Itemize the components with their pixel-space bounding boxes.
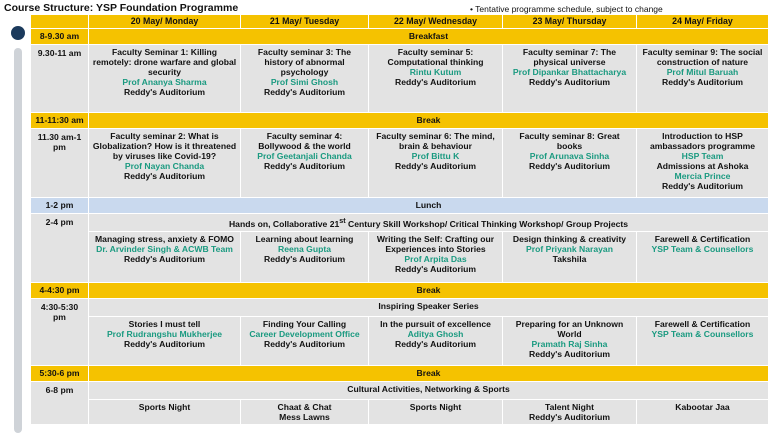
- session-venue: Reddy's Auditorium: [529, 77, 610, 87]
- session-venue: Reddy's Auditorium: [395, 264, 476, 274]
- session-title: Sports Night: [409, 402, 462, 412]
- session-extra: Admissions at Ashoka: [656, 161, 749, 171]
- session-title: Talent Night: [544, 402, 594, 412]
- lunch-label: Lunch: [89, 198, 768, 214]
- session-venue: Reddy's Auditorium: [662, 77, 743, 87]
- session-venue: Takshila: [552, 254, 587, 264]
- session-cell: [89, 129, 241, 198]
- session-venue: Reddy's Auditorium: [264, 339, 345, 349]
- schedule-note: • Tentative programme schedule, subject to change: [470, 4, 663, 14]
- session-title: Managing stress, anxiety & FOMO: [95, 234, 234, 244]
- session-title: Faculty seminar 8: Great books: [519, 131, 620, 151]
- session-venue: Reddy's Auditorium: [529, 161, 610, 171]
- time-cell: 4:30-5:30 pm: [31, 299, 89, 366]
- slot-banner-row: [31, 299, 768, 317]
- slot-banner: Cultural Activities, Networking & Sports: [89, 382, 768, 400]
- session-cell: [503, 232, 637, 283]
- session-cell: [637, 317, 768, 366]
- session-cell: [503, 45, 637, 113]
- banner-text: Century Skill Workshop/ Critical Thinking Workshop/ Group Projects: [345, 218, 629, 229]
- session-title: Learning about learning: [255, 234, 354, 244]
- session-cell: [503, 317, 637, 366]
- session-venue: Reddy's Auditorium: [662, 181, 743, 191]
- slot-row: [31, 317, 768, 366]
- session-title: Preparing for an Unknown World: [515, 319, 624, 339]
- session-person: Career Development Office: [249, 329, 360, 339]
- session-title: Farewell & Certification: [654, 234, 751, 244]
- session-person: Prof Priyank Narayan: [526, 244, 613, 254]
- time-cell: 8-9.30 am: [31, 29, 89, 45]
- session-person: YSP Team & Counsellors: [651, 329, 754, 339]
- session-title: Writing the Self: Crafting our Experiences into Stories: [376, 234, 495, 254]
- slot-row: [31, 45, 768, 113]
- session-cell: [369, 400, 503, 425]
- day-header: 24 May/ Friday: [637, 15, 768, 29]
- session-title: Kabootar Jaa: [675, 402, 730, 412]
- session-person: Dr. Arvinder Singh & ACWB Team: [96, 244, 233, 254]
- schedule-table: [30, 14, 768, 425]
- timeline-rail: [14, 48, 22, 433]
- break-row: [31, 283, 768, 299]
- slot-row: [31, 129, 768, 198]
- session-cell: [637, 45, 768, 113]
- time-cell: 9.30-11 am: [31, 45, 89, 113]
- session-title: Introduction to HSP ambassadors programme: [649, 131, 756, 151]
- slot-banner-row: [31, 214, 768, 232]
- day-header: 20 May/ Monday: [89, 15, 241, 29]
- session-venue: Reddy's Auditorium: [264, 161, 345, 171]
- session-title: Faculty seminar 3: The history of abnormal psychology: [257, 47, 352, 77]
- session-cell: [637, 129, 768, 198]
- time-cell: 11-11:30 am: [31, 113, 89, 129]
- page-title: Course Structure: YSP Foundation Programme: [4, 2, 239, 14]
- session-venue: Reddy's Auditorium: [124, 171, 205, 181]
- session-person: Rintu Kutum: [409, 67, 462, 77]
- session-cell: [89, 45, 241, 113]
- session-person: Prof Mitul Baruah: [666, 67, 739, 77]
- time-cell: 6-8 pm: [31, 382, 89, 425]
- session-person: YSP Team & Counsellors: [651, 244, 754, 254]
- session-cell: [369, 45, 503, 113]
- break-label: Break: [89, 366, 768, 382]
- session-venue: Reddy's Auditorium: [264, 254, 345, 264]
- break-row: [31, 113, 768, 129]
- session-cell: [369, 317, 503, 366]
- session-venue: Reddy's Auditorium: [395, 77, 476, 87]
- session-venue: Mess Lawns: [279, 412, 330, 422]
- session-title: Faculty seminar 6: The mind, brain & behaviour: [376, 131, 495, 151]
- session-cell: [369, 129, 503, 198]
- session-cell: [241, 45, 369, 113]
- slot-banner-row: [31, 382, 768, 400]
- session-title: Sports Night: [138, 402, 191, 412]
- session-person: Aditya Ghosh: [407, 329, 464, 339]
- session-person: Prof Bittu K: [411, 151, 460, 161]
- session-person: Reena Gupta: [277, 244, 331, 254]
- slot-row: [31, 400, 768, 425]
- breakfast-row: [31, 29, 768, 45]
- header-corner: [31, 15, 89, 29]
- session-title: Faculty seminar 7: The physical universe: [522, 47, 617, 67]
- time-cell: 2-4 pm: [31, 214, 89, 283]
- break-row: [31, 366, 768, 382]
- session-venue: Reddy's Auditorium: [264, 87, 345, 97]
- breakfast-label: Breakfast: [89, 29, 768, 45]
- slot-banner: [89, 214, 768, 232]
- session-cell: [241, 232, 369, 283]
- time-cell: 1-2 pm: [31, 198, 89, 214]
- session-title: Finding Your Calling: [262, 319, 347, 329]
- session-cell: [89, 400, 241, 425]
- session-title: Faculty seminar 5: Computational thinking: [387, 47, 484, 67]
- session-venue: Reddy's Auditorium: [124, 254, 205, 264]
- session-person: Prof Arpita Das: [404, 254, 467, 264]
- session-cell: [503, 400, 637, 425]
- session-cell: [89, 317, 241, 366]
- session-cell: [241, 317, 369, 366]
- session-cell: [241, 129, 369, 198]
- session-person: Pramath Raj Sinha: [531, 339, 608, 349]
- session-title: Faculty seminar 9: The social construction of nature: [642, 47, 763, 67]
- session-title: Farewell & Certification: [654, 319, 751, 329]
- day-header: 21 May/ Tuesday: [241, 15, 369, 29]
- banner-text: Hands on, Collaborative 21: [228, 218, 340, 229]
- day-header: 23 May/ Thursday: [503, 15, 637, 29]
- bullet-dot: [11, 26, 25, 40]
- break-label: Break: [89, 113, 768, 129]
- session-cell: [89, 232, 241, 283]
- session-title: In the pursuit of excellence: [380, 319, 491, 329]
- slot-row: [31, 232, 768, 283]
- session-person: Prof Geetanjali Chanda: [257, 151, 352, 161]
- session-venue: Reddy's Auditorium: [529, 349, 610, 359]
- session-person: Prof Simi Ghosh: [270, 77, 339, 87]
- slot-banner: Inspiring Speaker Series: [89, 299, 768, 317]
- banner-sup: st: [339, 217, 346, 225]
- session-venue: Reddy's Auditorium: [529, 412, 610, 422]
- session-cell: [241, 400, 369, 425]
- session-venue: Reddy's Auditorium: [124, 339, 205, 349]
- day-header: 22 May/ Wednesday: [369, 15, 503, 29]
- session-title: Chaat & Chat: [277, 402, 332, 412]
- session-venue: Reddy's Auditorium: [395, 339, 476, 349]
- lunch-row: [31, 198, 768, 214]
- time-cell: 11.30 am-1 pm: [31, 129, 89, 198]
- session-person: HSP Team: [681, 151, 724, 161]
- session-person: Prof Dipankar Bhattacharya: [512, 67, 627, 77]
- session-title: Stories I must tell: [128, 319, 201, 329]
- time-cell: 4-4:30 pm: [31, 283, 89, 299]
- session-venue: Reddy's Auditorium: [395, 161, 476, 171]
- session-cell: [369, 232, 503, 283]
- session-person: Prof Rudrangshu Mukherjee: [106, 329, 223, 339]
- session-title: Faculty seminar 2: What is Globalization? How is it threatened by viruses like Covid-19?: [92, 131, 237, 161]
- header-row: [31, 15, 768, 29]
- session-cell: [503, 129, 637, 198]
- session-title: Faculty Seminar 1: Killing remotely: drone warfare and global security: [92, 47, 237, 77]
- session-person: Prof Nayan Chanda: [124, 161, 205, 171]
- time-cell: 5:30-6 pm: [31, 366, 89, 382]
- break-label: Break: [89, 283, 768, 299]
- session-person: Prof Arunava Sinha: [529, 151, 610, 161]
- session-venue: Reddy's Auditorium: [124, 87, 205, 97]
- session-title: Faculty seminar 4: Bollywood & the world: [258, 131, 351, 151]
- session-cell: [637, 400, 768, 425]
- session-person: Prof Ananya Sharma: [122, 77, 207, 87]
- session-person-2: Mercia Prince: [674, 171, 731, 181]
- session-title: Design thinking & creativity: [512, 234, 627, 244]
- session-cell: [637, 232, 768, 283]
